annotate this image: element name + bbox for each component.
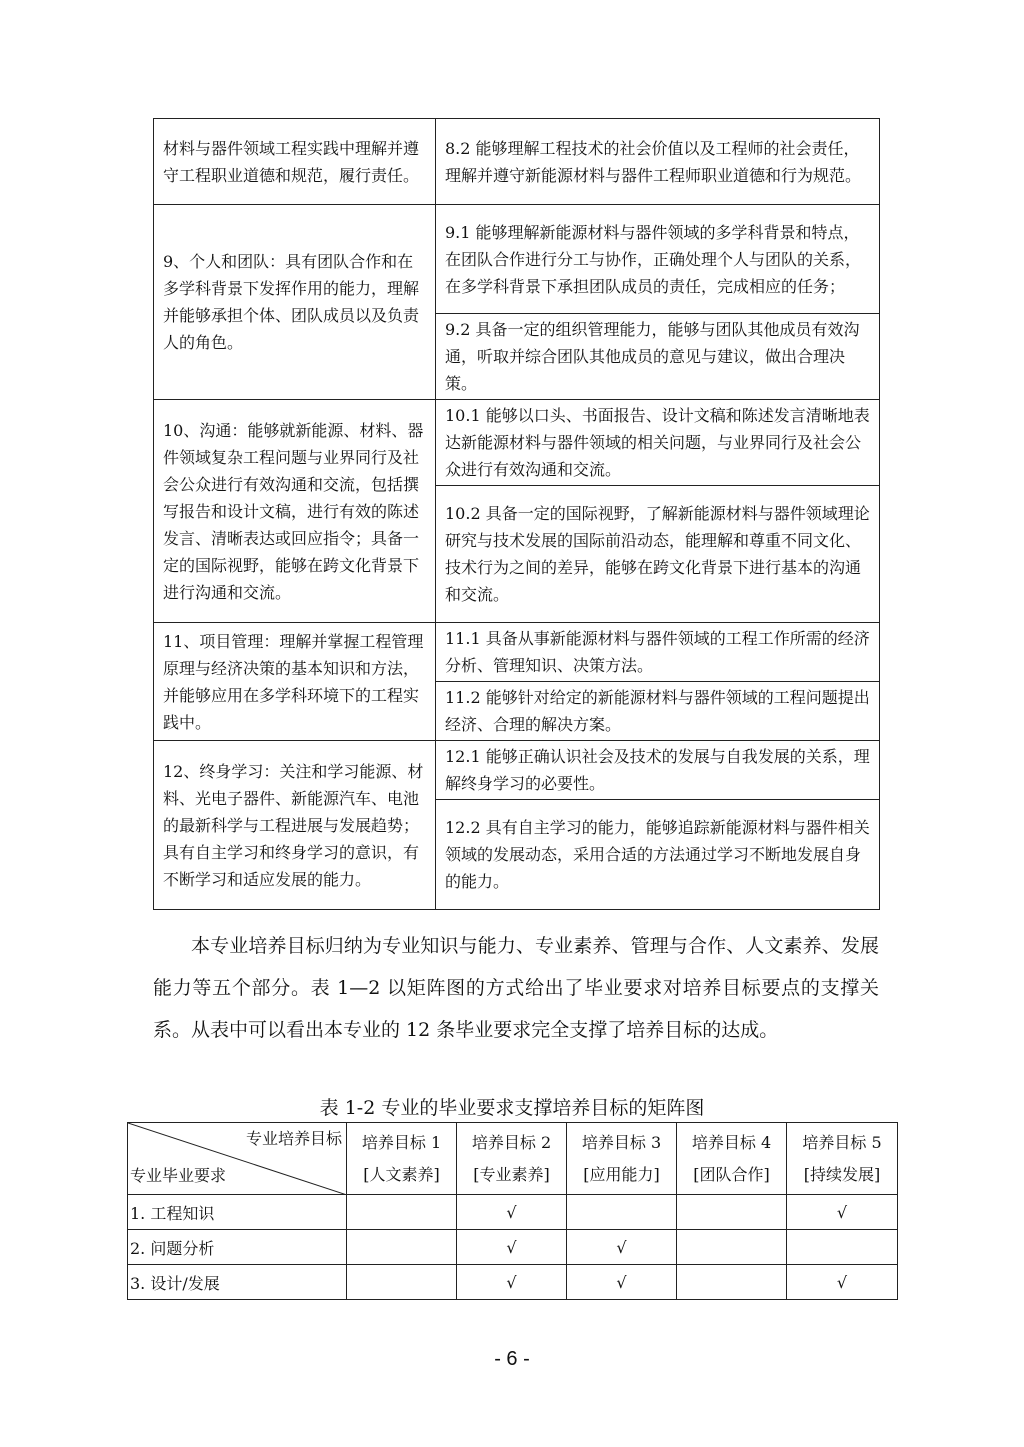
requirement-cell: 9、个人和团队：具有团队合作和在多学科背景下发挥作用的能力，理解并能够承担个体、团队成员以及负责人的角色。: [154, 205, 436, 400]
requirement-cell: 10、沟通：能够就新能源、材料、器件领域复杂工程问题与业界同行及社会公众进行有效沟通和交流，包括撰写报告和设计文稿，进行有效的陈述发言、清晰表达或回应指令；具备一定的国际视野，能够在跨文化背景下进行沟通和交流。: [154, 400, 436, 623]
table-row: [154, 119, 880, 205]
graduation-requirements-table: [153, 118, 880, 910]
indicator-cell: 11.1 具备从事新能源材料与器件领域的工程工作所需的经济分析、管理知识、决策方法。: [436, 623, 880, 682]
requirement-cell: 材料与器件领域工程实践中理解并遵守工程职业道德和规范，履行责任。: [154, 119, 436, 205]
support-mark: √: [567, 1265, 677, 1300]
support-mark: [677, 1265, 787, 1300]
objective-header: 培养目标 1 [人文素养]: [347, 1123, 457, 1195]
support-mark: √: [787, 1265, 898, 1300]
table-row: [154, 741, 880, 800]
table-row: [154, 623, 880, 682]
page-number: - 6 -: [494, 1348, 530, 1370]
support-mark: [677, 1230, 787, 1265]
objective-header: 培养目标 4 [团队合作]: [677, 1123, 787, 1195]
support-mark: [787, 1230, 898, 1265]
support-mark: √: [457, 1265, 567, 1300]
indicator-cell: 10.1 能够以口头、书面报告、设计文稿和陈述发言清晰地表达新能源材料与器件领域的相关问题，与业界同行及社会公众进行有效沟通和交流。: [436, 400, 880, 486]
support-matrix-table: [127, 1122, 898, 1300]
table-row: [154, 205, 880, 314]
matrix-corner-cell: [128, 1123, 347, 1195]
table-caption: 表 1-2 专业的毕业要求支撑培养目标的矩阵图: [319, 1097, 705, 1119]
indicator-cell: 8.2 能够理解工程技术的社会价值以及工程师的社会责任，理解并遵守新能源材料与器件工程师职业道德和行为规范。: [436, 119, 880, 205]
support-mark: [677, 1195, 787, 1230]
indicator-cell: 10.2 具备一定的国际视野，了解新能源材料与器件领域理论研究与技术发展的国际前沿动态，能理解和尊重不同文化、技术行为之间的差异，能够在跨文化背景下进行基本的沟通和交流。: [436, 486, 880, 623]
requirement-cell: 11、项目管理：理解并掌握工程管理原理与经济决策的基本知识和方法，并能够应用在多学科环境下的工程实践中。: [154, 623, 436, 741]
support-mark: √: [787, 1195, 898, 1230]
support-mark: [567, 1195, 677, 1230]
support-mark: √: [457, 1195, 567, 1230]
support-mark: [347, 1230, 457, 1265]
indicator-cell: 12.1 能够正确认识社会及技术的发展与自我发展的关系，理解终身学习的必要性。: [436, 741, 880, 800]
support-mark: [347, 1265, 457, 1300]
table-row: [154, 400, 880, 486]
corner-label-objectives: 专业培养目标: [245, 1129, 342, 1148]
indicator-cell: 12.2 具有自主学习的能力，能够追踪新能源材料与器件相关领域的发展动态，采用合适的方法通过学习不断地发展自身的能力。: [436, 800, 880, 910]
requirement-label: 3. 设计/发展: [128, 1265, 347, 1300]
support-mark: √: [567, 1230, 677, 1265]
matrix-header-row: [128, 1123, 898, 1195]
corner-label-requirements: 专业毕业要求: [130, 1166, 227, 1185]
indicator-cell: 9.2 具备一定的组织管理能力，能够与团队其他成员有效沟通，听取并综合团队其他成员的意见与建议，做出合理决策。: [436, 314, 880, 400]
requirement-label: 1. 工程知识: [128, 1195, 347, 1230]
requirement-label: 2. 问题分析: [128, 1230, 347, 1265]
indicator-cell: 11.2 能够针对给定的新能源材料与器件领域的工程问题提出经济、合理的解决方案。: [436, 682, 880, 741]
indicator-cell: 9.1 能够理解新能源材料与器件领域的多学科背景和特点，在团队合作进行分工与协作，正确处理个人与团队的关系，在多学科背景下承担团队成员的责任，完成相应的任务；: [436, 205, 880, 314]
table-row: [128, 1195, 898, 1230]
objective-header: 培养目标 3 [应用能力]: [567, 1123, 677, 1195]
table-row: [128, 1230, 898, 1265]
table-row: [128, 1265, 898, 1300]
support-mark: √: [457, 1230, 567, 1265]
objective-header: 培养目标 5 [持续发展]: [787, 1123, 898, 1195]
support-mark: [347, 1195, 457, 1230]
objective-header: 培养目标 2 [专业素养]: [457, 1123, 567, 1195]
body-paragraph: 本专业培养目标归纳为专业知识与能力、专业素养、管理与合作、人文素养、发展能力等五个部分。表 1—2 以矩阵图的方式给出了毕业要求对培养目标要点的支撑关系。从表中可以看出本专业的 12 条毕业要求完全支撑了培养目标的达成。: [153, 935, 879, 1041]
requirement-cell: 12、终身学习：关注和学习能源、材料、光电子器件、新能源汽车、电池的最新科学与工程进展与发展趋势；具有自主学习和终身学习的意识，有不断学习和适应发展的能力。: [154, 741, 436, 910]
